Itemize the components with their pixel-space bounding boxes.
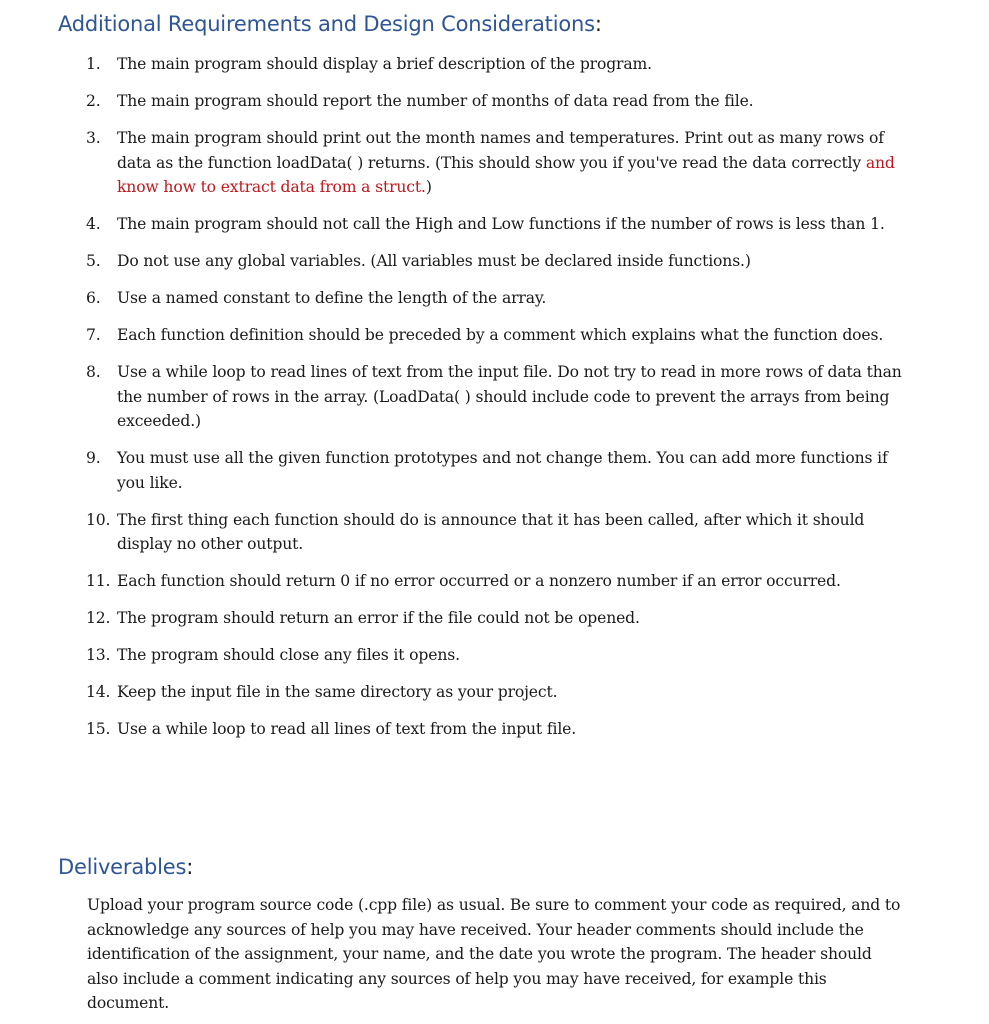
requirement-number: 1. bbox=[86, 55, 101, 73]
requirement-text: Use a while loop to read all lines of text from the input file. bbox=[117, 720, 577, 738]
requirement-item bbox=[86, 126, 906, 200]
deliverables-heading bbox=[58, 855, 193, 879]
requirement-item bbox=[86, 643, 906, 668]
requirement-number: 3. bbox=[86, 129, 101, 147]
requirement-number: 12. bbox=[86, 609, 111, 627]
requirement-item bbox=[86, 249, 906, 274]
requirement-item bbox=[86, 508, 906, 557]
requirement-number: 6. bbox=[86, 289, 101, 307]
requirement-item bbox=[86, 446, 906, 495]
requirements-heading bbox=[58, 12, 602, 36]
requirement-text: The main program should not call the High and Low functions if the number of rows is less than 1. bbox=[117, 215, 885, 233]
requirement-item bbox=[86, 212, 906, 237]
requirement-number: 14. bbox=[86, 683, 111, 701]
requirement-number: 5. bbox=[86, 252, 101, 270]
requirement-item bbox=[86, 606, 906, 631]
requirement-number: 9. bbox=[86, 449, 101, 467]
requirement-item bbox=[86, 323, 906, 348]
requirement-number: 8. bbox=[86, 363, 101, 381]
requirements-heading-colon: : bbox=[594, 12, 602, 36]
requirement-number: 7. bbox=[86, 326, 101, 344]
requirements-list bbox=[86, 52, 906, 754]
requirement-number: 15. bbox=[86, 720, 111, 738]
requirement-number: 13. bbox=[86, 646, 111, 664]
requirement-number: 10. bbox=[86, 510, 111, 529]
deliverables-paragraph: Upload your program source code (.cpp file) as usual. Be sure to comment your code as required, and to acknowledge any sources of help you may have received. Your header comments should include the identification of the assignment, your name, and the date you wrote the program. The header should also include a comment indicating any sources of help you may have received, for example this document. bbox=[87, 896, 901, 1012]
requirement-item bbox=[86, 680, 906, 705]
requirement-item bbox=[86, 569, 906, 594]
requirement-text: Use a while loop to read lines of text from the input file. Do not try to read in more rows of data than the number of rows in the array. (LoadData( ) should include code to prevent the arrays from being exceeded.) bbox=[117, 363, 902, 430]
requirement-item bbox=[86, 717, 906, 742]
deliverables-heading-text: Deliverables bbox=[58, 855, 187, 879]
requirement-text-tail: ) bbox=[425, 178, 432, 196]
requirement-item bbox=[86, 360, 906, 434]
requirement-number: 11. bbox=[86, 572, 111, 590]
requirement-item bbox=[86, 89, 906, 114]
requirement-text: The program should return an error if the file could not be opened. bbox=[117, 609, 640, 627]
deliverables-heading-colon: : bbox=[186, 855, 194, 879]
requirement-text: Use a named constant to define the length of the array. bbox=[117, 289, 547, 307]
requirement-text: The main program should print out the month names and temperatures. Print out as many rows of data as the function loadData( ) returns. (This should show you if you've read the data correctly bbox=[117, 129, 884, 172]
requirement-text: The first thing each function should do is announce that it has been called, after which it should display no other output. bbox=[117, 510, 865, 553]
requirement-number: 4. bbox=[86, 215, 101, 233]
requirement-item bbox=[86, 52, 906, 77]
requirement-text: The program should close any files it opens. bbox=[117, 646, 460, 664]
requirement-text: You must use all the given function prototypes and not change them. You can add more functions if you like. bbox=[117, 449, 888, 492]
requirement-highlight-text: and know how to extract data from a struct. bbox=[117, 153, 895, 196]
requirement-number: 2. bbox=[86, 92, 101, 110]
requirement-text: Do not use any global variables. (All variables must be declared inside functions.) bbox=[117, 252, 751, 270]
requirements-heading-text: Additional Requirements and Design Considerations bbox=[58, 12, 595, 36]
requirement-text: Each function definition should be preceded by a comment which explains what the function does. bbox=[117, 326, 884, 344]
requirement-text: The main program should display a brief description of the program. bbox=[117, 55, 652, 73]
requirement-text: The main program should report the number of months of data read from the file. bbox=[117, 92, 754, 110]
requirement-text: Keep the input file in the same directory as your project. bbox=[117, 683, 558, 701]
requirement-text: Each function should return 0 if no error occurred or a nonzero number if an error occurred. bbox=[117, 572, 841, 590]
requirement-item bbox=[86, 286, 906, 311]
